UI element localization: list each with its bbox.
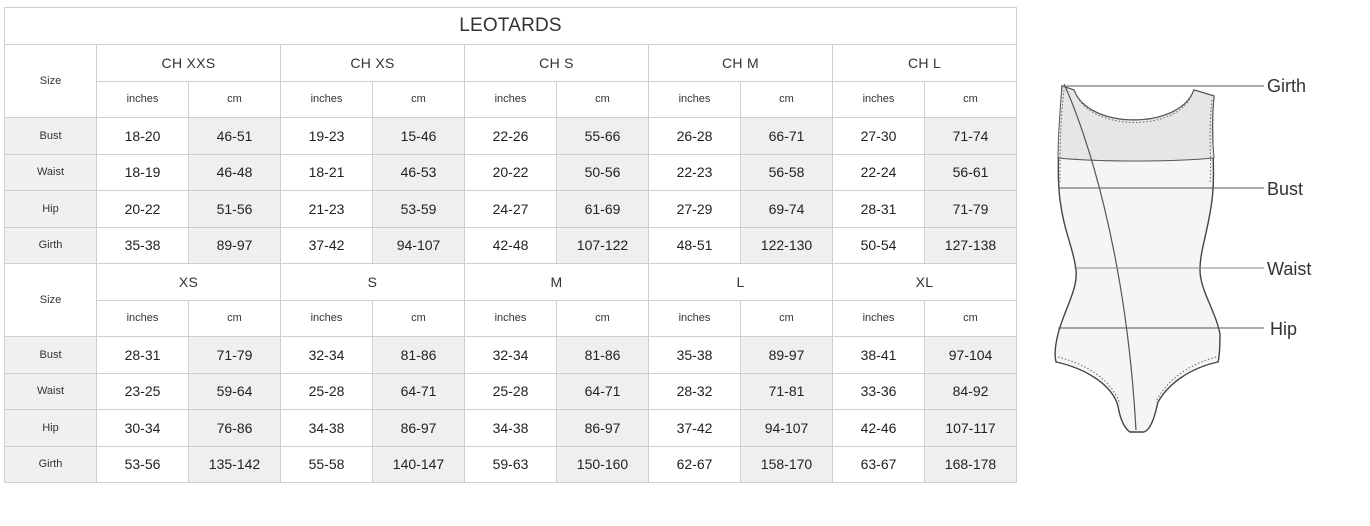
inches-value-cell: 32-34: [281, 337, 373, 374]
inches-value-cell: 28-31: [833, 191, 925, 228]
inches-value-cell: 34-38: [465, 410, 557, 447]
cm-value-cell: 69-74: [741, 191, 833, 228]
cm-value-cell: 81-86: [557, 337, 649, 374]
measurement-label: Girth: [5, 446, 97, 483]
unit-header-row: [5, 81, 1017, 118]
unit-header-row: [5, 300, 1017, 337]
unit-inches-header: inches: [833, 81, 925, 118]
size-group-header: XS: [97, 264, 281, 301]
size-group-header: CH XS: [281, 45, 465, 82]
inches-value-cell: 19-23: [281, 118, 373, 155]
waist-label: Waist: [1267, 259, 1312, 279]
hip-label: Hip: [1270, 319, 1298, 339]
size-group-header: XL: [833, 264, 1017, 301]
unit-inches-header: inches: [465, 81, 557, 118]
cm-value-cell: 64-71: [557, 373, 649, 410]
cm-value-cell: 81-86: [373, 337, 465, 374]
cm-value-cell: 86-97: [373, 410, 465, 447]
size-group-header-row: [5, 45, 1017, 82]
title-row: [5, 8, 1017, 45]
inches-value-cell: 22-26: [465, 118, 557, 155]
cm-value-cell: 107-122: [557, 227, 649, 264]
table-row: [5, 373, 1017, 410]
cm-value-cell: 46-53: [373, 154, 465, 191]
cm-value-cell: 86-97: [557, 410, 649, 447]
size-group-header: M: [465, 264, 649, 301]
unit-cm-header: cm: [925, 81, 1017, 118]
unit-cm-header: cm: [557, 300, 649, 337]
unit-inches-header: inches: [97, 81, 189, 118]
unit-inches-header: inches: [649, 300, 741, 337]
measurement-label: Bust: [5, 118, 97, 155]
unit-cm-header: cm: [373, 300, 465, 337]
table-row: [5, 337, 1017, 374]
cm-value-cell: 168-178: [925, 446, 1017, 483]
unit-cm-header: cm: [741, 300, 833, 337]
cm-value-cell: 66-71: [741, 118, 833, 155]
size-group-header: CH S: [465, 45, 649, 82]
inches-value-cell: 55-58: [281, 446, 373, 483]
unit-cm-header: cm: [925, 300, 1017, 337]
inches-value-cell: 35-38: [649, 337, 741, 374]
inches-value-cell: 20-22: [97, 191, 189, 228]
size-chart-table: [4, 7, 1017, 483]
inches-value-cell: 18-20: [97, 118, 189, 155]
inches-value-cell: 35-38: [97, 227, 189, 264]
cm-value-cell: 46-48: [189, 154, 281, 191]
cm-value-cell: 71-74: [925, 118, 1017, 155]
cm-value-cell: 64-71: [373, 373, 465, 410]
inches-value-cell: 37-42: [281, 227, 373, 264]
cm-value-cell: 15-46: [373, 118, 465, 155]
cm-value-cell: 71-79: [925, 191, 1017, 228]
table-row: [5, 191, 1017, 228]
cm-value-cell: 55-66: [557, 118, 649, 155]
unit-cm-header: cm: [189, 81, 281, 118]
cm-value-cell: 59-64: [189, 373, 281, 410]
cm-value-cell: 56-58: [741, 154, 833, 191]
size-group-header-row: [5, 264, 1017, 301]
measurement-label: Girth: [5, 227, 97, 264]
inches-value-cell: 33-36: [833, 373, 925, 410]
cm-value-cell: 89-97: [189, 227, 281, 264]
size-group-header: CH L: [833, 45, 1017, 82]
cm-value-cell: 122-130: [741, 227, 833, 264]
cm-value-cell: 94-107: [741, 410, 833, 447]
inches-value-cell: 18-19: [97, 154, 189, 191]
inches-value-cell: 42-48: [465, 227, 557, 264]
cm-value-cell: 150-160: [557, 446, 649, 483]
unit-inches-header: inches: [833, 300, 925, 337]
table-row: [5, 446, 1017, 483]
cm-value-cell: 94-107: [373, 227, 465, 264]
cm-value-cell: 51-56: [189, 191, 281, 228]
cm-value-cell: 84-92: [925, 373, 1017, 410]
unit-inches-header: inches: [649, 81, 741, 118]
cm-value-cell: 158-170: [741, 446, 833, 483]
cm-value-cell: 50-56: [557, 154, 649, 191]
cm-value-cell: 89-97: [741, 337, 833, 374]
inches-value-cell: 24-27: [465, 191, 557, 228]
inches-value-cell: 30-34: [97, 410, 189, 447]
inches-value-cell: 25-28: [465, 373, 557, 410]
measurement-label: Hip: [5, 410, 97, 447]
inches-value-cell: 20-22: [465, 154, 557, 191]
inches-value-cell: 22-24: [833, 154, 925, 191]
cm-value-cell: 56-61: [925, 154, 1017, 191]
unit-cm-header: cm: [741, 81, 833, 118]
cm-value-cell: 71-79: [189, 337, 281, 374]
inches-value-cell: 59-63: [465, 446, 557, 483]
cm-value-cell: 61-69: [557, 191, 649, 228]
unit-cm-header: cm: [189, 300, 281, 337]
unit-cm-header: cm: [373, 81, 465, 118]
inches-value-cell: 48-51: [649, 227, 741, 264]
cm-value-cell: 107-117: [925, 410, 1017, 447]
cm-value-cell: 76-86: [189, 410, 281, 447]
inches-value-cell: 28-31: [97, 337, 189, 374]
inches-value-cell: 42-46: [833, 410, 925, 447]
unit-inches-header: inches: [97, 300, 189, 337]
measurement-label: Hip: [5, 191, 97, 228]
inches-value-cell: 38-41: [833, 337, 925, 374]
inches-value-cell: 21-23: [281, 191, 373, 228]
cm-value-cell: 46-51: [189, 118, 281, 155]
size-group-header: CH XXS: [97, 45, 281, 82]
unit-cm-header: cm: [557, 81, 649, 118]
unit-inches-header: inches: [465, 300, 557, 337]
inches-value-cell: 63-67: [833, 446, 925, 483]
table-row: [5, 410, 1017, 447]
measurement-label: Waist: [5, 154, 97, 191]
inches-value-cell: 26-28: [649, 118, 741, 155]
bust-label: Bust: [1267, 179, 1304, 199]
cm-value-cell: 127-138: [925, 227, 1017, 264]
inches-value-cell: 53-56: [97, 446, 189, 483]
size-group-header: L: [649, 264, 833, 301]
inches-value-cell: 28-32: [649, 373, 741, 410]
cm-value-cell: 97-104: [925, 337, 1017, 374]
unit-inches-header: inches: [281, 300, 373, 337]
inches-value-cell: 32-34: [465, 337, 557, 374]
unit-inches-header: inches: [281, 81, 373, 118]
table-row: [5, 227, 1017, 264]
table-title: LEOTARDS: [5, 8, 1017, 45]
girth-label: Girth: [1267, 76, 1307, 96]
cm-value-cell: 71-81: [741, 373, 833, 410]
size-header: Size: [5, 45, 97, 118]
leotard-measurement-diagram: [1040, 72, 1360, 437]
measurement-label: Waist: [5, 373, 97, 410]
inches-value-cell: 37-42: [649, 410, 741, 447]
cm-value-cell: 135-142: [189, 446, 281, 483]
inches-value-cell: 22-23: [649, 154, 741, 191]
size-header: Size: [5, 264, 97, 337]
inches-value-cell: 27-29: [649, 191, 741, 228]
inches-value-cell: 34-38: [281, 410, 373, 447]
table-row: [5, 118, 1017, 155]
inches-value-cell: 25-28: [281, 373, 373, 410]
inches-value-cell: 50-54: [833, 227, 925, 264]
cm-value-cell: 53-59: [373, 191, 465, 228]
table-row: [5, 154, 1017, 191]
size-group-header: CH M: [649, 45, 833, 82]
size-group-header: S: [281, 264, 465, 301]
inches-value-cell: 62-67: [649, 446, 741, 483]
inches-value-cell: 23-25: [97, 373, 189, 410]
inches-value-cell: 18-21: [281, 154, 373, 191]
measurement-label: Bust: [5, 337, 97, 374]
cm-value-cell: 140-147: [373, 446, 465, 483]
inches-value-cell: 27-30: [833, 118, 925, 155]
